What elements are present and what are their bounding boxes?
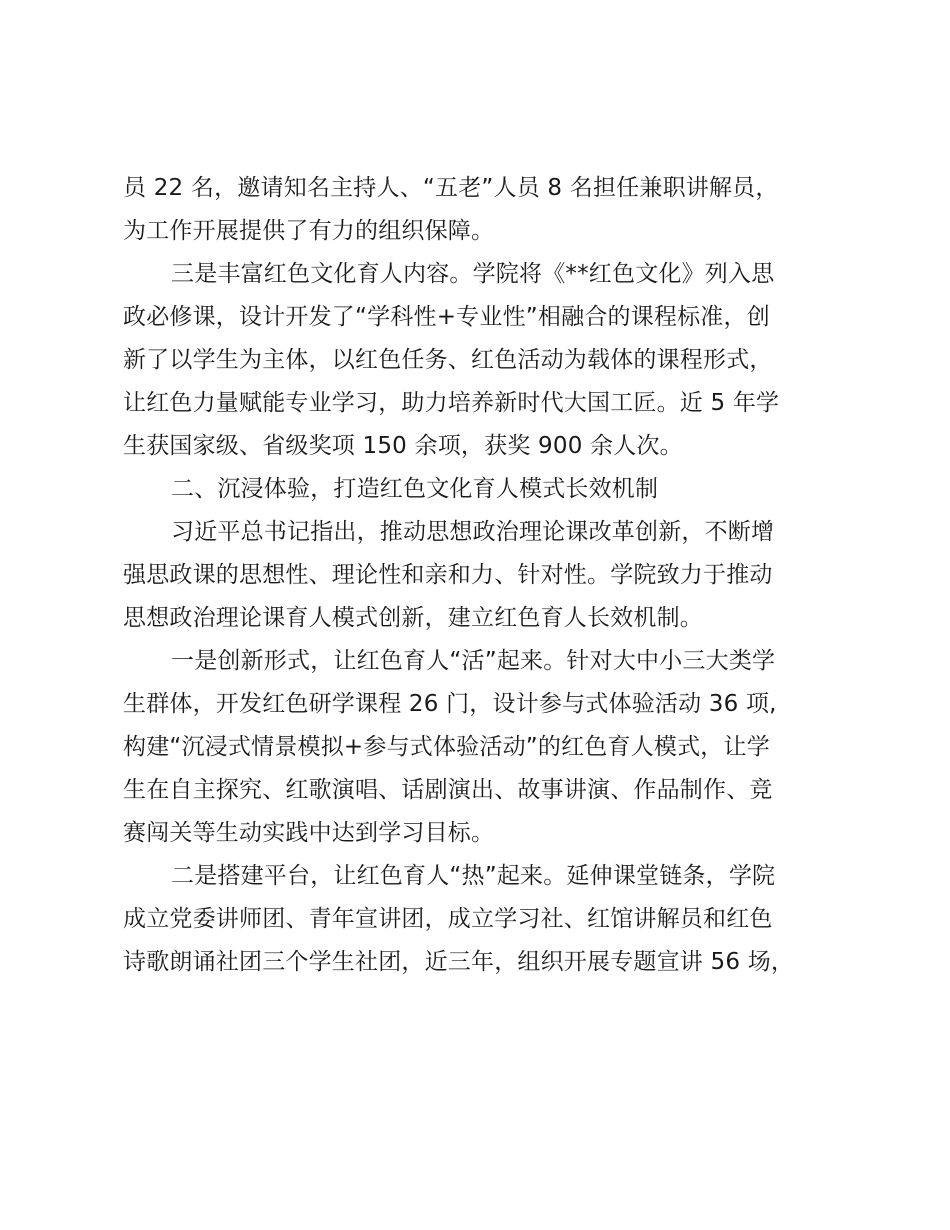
section-heading: 二、沉浸体验，打造红色文化育人模式长效机制 [171, 476, 659, 502]
text-line: 政必修课，设计开发了“学科性+专业性”相融合的课程标准，创 [123, 304, 770, 330]
paragraph-start-line: 一是创新形式，让红色育人“活”起来。针对大中小三大类学 [171, 648, 776, 674]
text-line: 赛闯关等生动实践中达到学习目标。 [123, 820, 495, 846]
paragraph-start-line: 二是搭建平台，让红色育人“热”起来。延伸课堂链条，学院 [171, 863, 776, 889]
text-line: 生获国家级、省级奖项 150 余项，获奖 900 余人次。 [123, 433, 683, 459]
text-line: 新了以学生为主体，以红色任务、红色活动为载体的课程形式， [123, 347, 773, 373]
text-line: 思想政治理论课育人模式创新，建立红色育人长效机制。 [123, 605, 703, 631]
text-line: 强思政课的思想性、理论性和亲和力、针对性。学院致力于推动 [123, 562, 773, 588]
text-line: 让红色力量赋能专业学习，助力培养新时代大国工匠。近 5 年学 [123, 390, 780, 416]
text-line: 生群体，开发红色研学课程 26 门，设计参与式体验活动 36 项, [123, 691, 777, 717]
text-line: 员 22 名，邀请知名主持人、“五老”人员 8 名担任兼职讲解员， [123, 175, 779, 201]
text-line: 构建“沉浸式情景模拟+参与式体验活动”的红色育人模式，让学 [123, 734, 770, 760]
paragraph-start-line: 三是丰富红色文化育人内容。学院将《**红色文化》列入思 [171, 261, 775, 287]
paragraph-start-line: 习近平总书记指出，推动思想政治理论课改革创新，不断增 [171, 519, 775, 545]
text-line: 诗歌朗诵社团三个学生社团，近三年，组织开展专题宣讲 56 场， [123, 949, 795, 975]
text-line: 成立党委讲师团、青年宣讲团，成立学习社、红馆讲解员和红色 [123, 906, 773, 932]
text-line: 为工作开展提供了有力的组织保障。 [123, 218, 495, 244]
text-line: 生在自主探究、红歌演唱、话剧演出、故事讲演、作品制作、竞 [123, 777, 773, 803]
